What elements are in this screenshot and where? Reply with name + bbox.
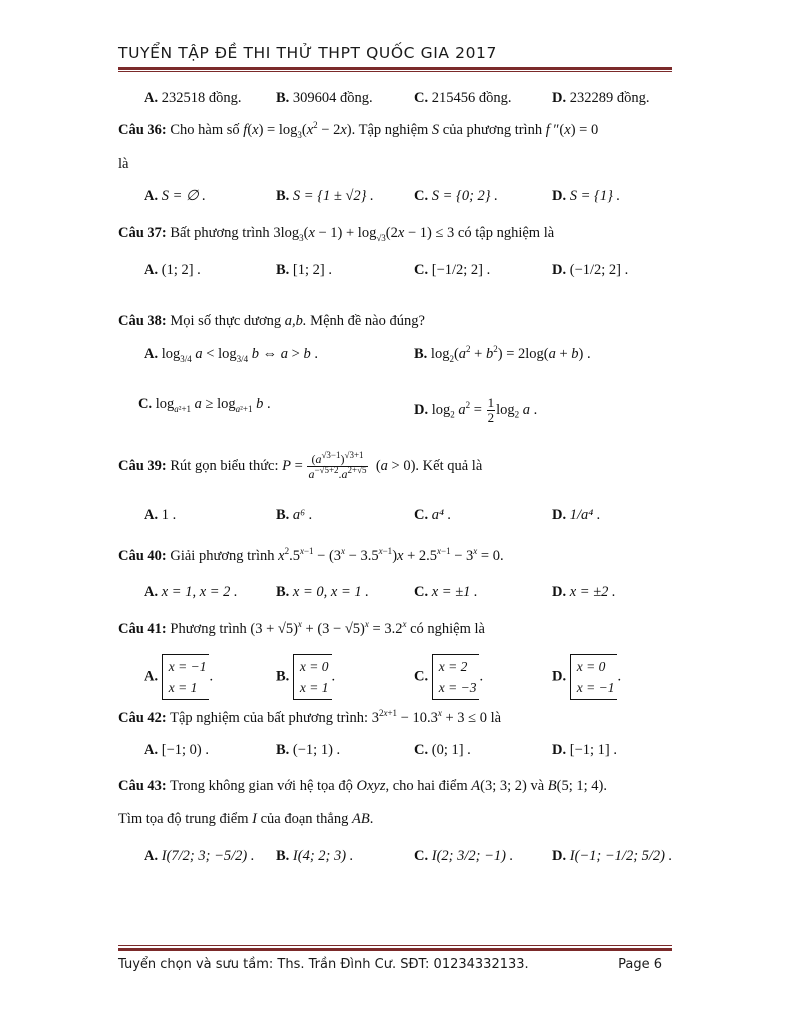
q36-option-a: A. S = ∅ . [144, 188, 206, 204]
q39-option-a: A. 1 . [144, 507, 177, 523]
q37-option-d: D. (−1/2; 2] . [552, 262, 629, 278]
q40-stem: Câu 40: Giải phương trình $x^2.5^{x-1} - (3^x - 3.5^{x-1})x + 2.5^{x-1} - 3^x = 0$. [118, 546, 504, 564]
header-rule-thin [118, 71, 672, 72]
footer-page-number: Page 6 [618, 957, 662, 972]
q41-option-c: C. x = 2 x = −3 . [414, 654, 483, 700]
header-rule [118, 67, 672, 70]
q38-option-c: C. $\log_{a^2+1} a \ge \log_{a^2+1} b$ . [138, 396, 271, 414]
q41-option-d: D. x = 0 x = −1 . [552, 654, 621, 700]
q35-option-c: C. 215456 đồng. [414, 90, 512, 106]
q35-option-d: D. 232289 đồng. [552, 90, 650, 106]
q41-stem: Câu 41: Phương trình $(3 + √5)^x + (3 - √5)^x = 3.2^x$ có nghiệm là [118, 619, 485, 637]
q43-option-b: B. I(4; 2; 3) . [276, 848, 354, 864]
q43-stem-cont: Tìm tọa độ trung điểm I của đoạn thẳng AB. [118, 811, 374, 827]
q43-option-c: C. I(2; 3/2; −1) . [414, 848, 514, 864]
q38-option-d: D. $\log_2 a^2$ = $\frac{1}{2}$ $\log_2 a$ . [414, 395, 538, 425]
q42-stem: Câu 42: Tập nghiệm của bất phương trình: $3^{2x+1} - 10.3^x + 3 \le 0$ là [118, 708, 502, 726]
footer-rule-thin [118, 945, 672, 946]
q35-option-a: A. 232518 đồng. [144, 90, 242, 106]
q39-option-b: B. a⁶ . [276, 507, 313, 523]
q40-option-b: B. x = 0, x = 1 . [276, 584, 369, 600]
q43-stem: Câu 43: Trong không gian với hệ tọa độ Oxyz, cho hai điểm A(3; 3; 2) và B(5; 1; 4). [118, 778, 607, 794]
q37-option-c: C. [−1/2; 2] . [414, 262, 491, 278]
q36-stem-cont: là [118, 156, 129, 172]
footer-credit: Tuyển chọn và sưu tầm: Ths. Trần Đình Cư. SĐT: 01234332133. [118, 957, 529, 972]
q35-option-b: B. 309604 đồng. [276, 90, 373, 106]
q42-option-a: A. [−1; 0) . [144, 742, 209, 758]
q40-option-c: C. x = ±1 . [414, 584, 478, 600]
q37-stem: Câu 37: Bất phương trình $3\log_3(x - 1) + \log_{√3}(2x - 1) \le 3$ có tập nghiệm là [118, 225, 555, 243]
q40-option-a: A. x = 1, x = 2 . [144, 584, 238, 600]
q38-option-a: A. $\log_{3/4} a < \log_{3/4} b$ ⇔ a > b . [144, 346, 318, 364]
q41-option-a: A. x = −1 x = 1 . [144, 654, 213, 700]
q39-option-c: C. a⁴ . [414, 507, 452, 523]
q37-option-b: B. [1; 2] . [276, 262, 332, 278]
q36-option-c: C. S = {0; 2} . [414, 188, 498, 204]
q42-option-d: D. [−1; 1] . [552, 742, 617, 758]
q42-option-b: B. (−1; 1) . [276, 742, 341, 758]
q38-stem: Câu 38: Mọi số thực dương a,b. Mệnh đề nào đúng? [118, 313, 425, 329]
q41-option-b: B. x = 0 x = 1 . [276, 654, 335, 700]
q40-option-d: D. x = ±2 . [552, 584, 616, 600]
q43-option-a: A. I(7/2; 3; −5/2) . [144, 848, 255, 864]
q38-option-b: B. $\log_2(a^2 + b^2) = 2\log(a + b)$ . [414, 344, 591, 364]
footer-rule [118, 948, 672, 951]
q39-stem: Câu 39: Rút gọn biểu thức: P = $\frac{(a^{√3-1})^{√3+1}}{a^{-√5+2}.a^{2+√5}}$ (a > 0). Kết quả là [118, 450, 483, 481]
page-header-title: TUYỂN TẬP ĐỀ THI THỬ THPT QUỐC GIA 2017 [118, 44, 497, 62]
q43-option-d: D. I(−1; −1/2; 5/2) . [552, 848, 673, 864]
q42-option-c: C. (0; 1] . [414, 742, 471, 758]
q39-option-d: D. 1/a⁴ . [552, 507, 601, 523]
q37-option-a: A. (1; 2] . [144, 262, 201, 278]
q36-option-d: D. S = {1} . [552, 188, 621, 204]
q36-stem: Câu 36: Cho hàm số $f(x) = \log_3(x^2 - 2x)$. Tập nghiệm S của phương trình f ″(x) = 0 [118, 120, 599, 140]
q36-option-b: B. S = {1 ± √2} . [276, 188, 374, 204]
